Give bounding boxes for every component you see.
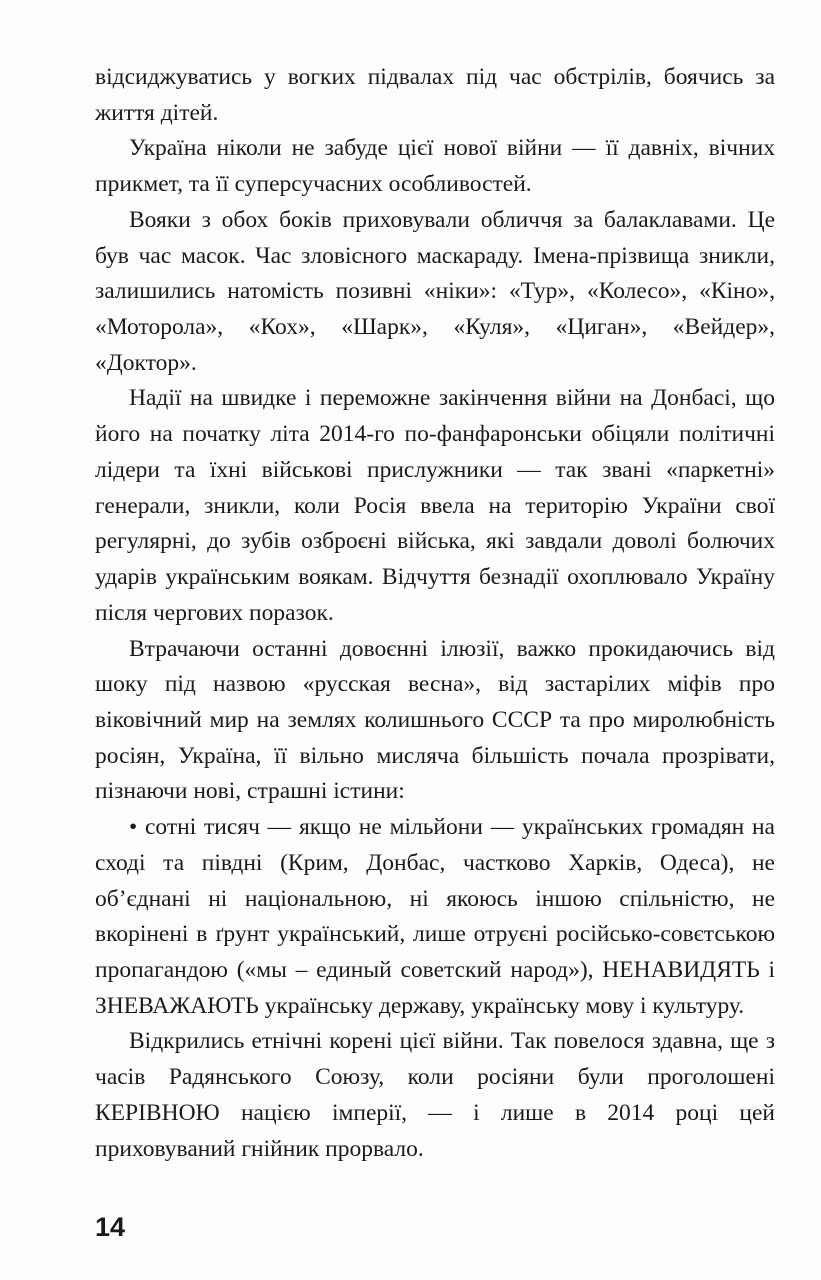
paragraph-hopes: Надії на швидке і переможне закінчення війни на Донбасі, що його на початку літа 2014-го по-фанфаронськи обіцяли політичні лідери та їхні військові прислужники — так звані «паркетні» генерали, зникли, коли Росія ввела на територію України свої регулярні, до зубів озброєні війська, які завдали доволі болючих ударів українським воякам. Відчуття безнадії охоплювало Україну після чергових поразок. <box>95 385 775 626</box>
paragraph-balaclavas: Вояки з обох боків приховували обличчя за балаклавами. Це був час масок. Час зловісного маскараду. Імена-прізвища зникли, залишились натомість позивні «ніки»: «Тур», «Колесо», «Кіно», «Моторола», «Кох», «Шарк», «Куля», «Циган», «Вейдер», «Доктор». <box>95 206 775 376</box>
paragraph-illusions: Втрачаючи останні довоєнні ілюзії, важко прокидаючись від шоку під назвою «русская весна», від застарілих міфів про віковічний мир на землях колишнього СССР та про миролюбність росіян, Україна, її вільно мисляча більшість почала прозрівати, пізнаючи нові, страшні істини: <box>95 635 775 805</box>
paragraph-ethnic-roots: Відкрились етнічні корені цієї війни. Так повелося здавна, ще з часів Радянського Союзу, коли росіяни були проголошені КЕРІВНОЮ нацією імперії, — і лише в 2014 році цей приховуваний гнійник прорвало. <box>95 1028 775 1162</box>
paragraph-ukraine-will-not-forget: Україна ніколи не забуде цієї нової війни — її давніх, вічних прикмет, та її суперсучасних особливостей. <box>95 135 775 198</box>
paragraph-continuation: відсиджуватись у вогких підвалах під час обстрілів, боячись за життя дітей. <box>95 64 775 126</box>
page-number: 14 <box>95 1212 126 1242</box>
paragraph-bullet-truths: • сотні тисяч — якщо не мільйони — українських громадян на сході та півдні (Крим, Донбас, частково Харків, Одеса), не об’єднані ні національною, ні якоюсь іншою спільністю, не вкорінені в ґрунт український, лише отруєні російсько-совєтською пропагандою («мы – единый советский народ»), НЕНАВИДЯТЬ і ЗНЕВАЖАЮТЬ українську державу, українську мову і культуру. <box>95 814 775 1019</box>
body-text <box>95 60 775 1167</box>
